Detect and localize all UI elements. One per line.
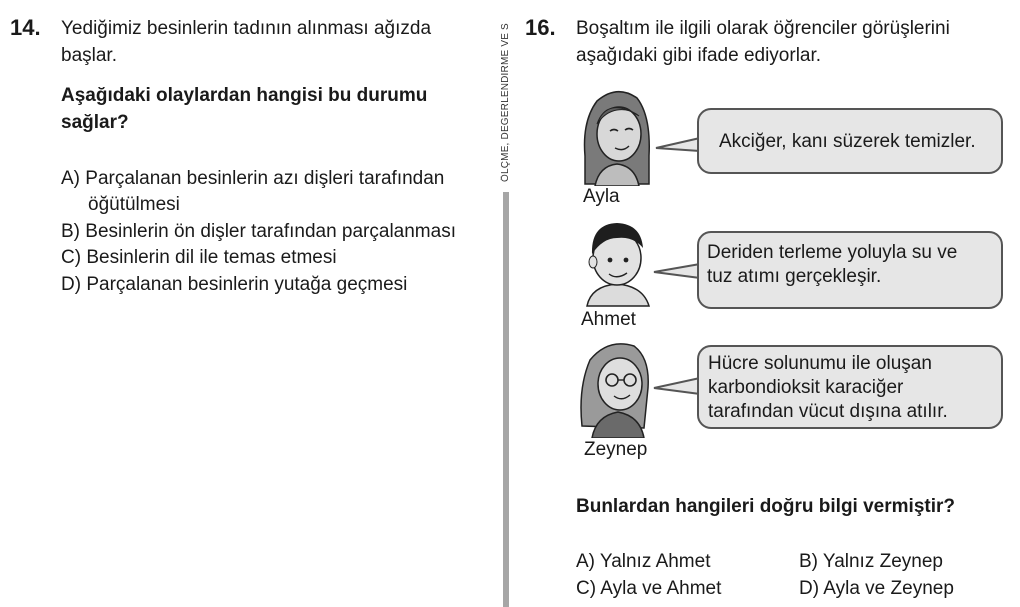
option-14-b[interactable]: B) Besinlerin ön dişler tarafından parçalanması [61,221,456,242]
question-16-intro-line2: aşağıdaki gibi ifade ediyorlar. [576,45,822,66]
option-14-d[interactable]: D) Parçalanan besinlerin yutağa geçmesi [61,274,408,295]
question-14-prompt-line2: sağlar? [61,112,129,133]
option-16-b[interactable]: B) Yalnız Zeynep [799,551,943,572]
question-16-number: 16. [525,15,556,40]
zeynep-portrait-icon [578,338,658,438]
student-name-ahmet: Ahmet [581,309,636,330]
question-14-intro-line1: Yediğimiz besinlerin tadının alınması ağızda [61,18,432,39]
speech-zeynep-line1: Hücre solunumu ile oluşan [708,353,932,374]
option-14-a-line1[interactable]: A) Parçalanan besinlerin azı dişleri tarafından [61,168,445,189]
speech-bubble-tail-ayla [654,136,702,154]
option-14-c[interactable]: C) Besinlerin dil ile temas etmesi [61,247,337,268]
speech-bubble-tail-ahmet [652,262,702,282]
question-14-number: 14. [10,15,41,40]
speech-zeynep-line2: karbondioksit karaciğer [708,377,904,398]
speech-ahmet-line1: Deriden terleme yoluyla su ve [707,242,958,263]
speech-bubble-ayla [697,108,1003,174]
divider-vertical-label: ÖLÇME, DEĞERLENDİRME VE S [500,23,511,182]
speech-bubble-ahmet [697,231,1003,309]
question-14-intro-line2: başlar. [61,45,117,66]
speech-bubble-zeynep [697,345,1003,429]
speech-bubble-tail-zeynep [652,376,702,398]
ayla-portrait-icon [577,86,657,186]
speech-zeynep-line3: tarafından vücut dışına atılır. [708,401,948,422]
speech-ayla-line1: Akciğer, kanı süzerek temizler. [719,131,976,152]
student-name-ayla: Ayla [583,186,620,207]
speech-ahmet-line2: tuz atımı gerçekleşir. [707,266,882,287]
option-16-d[interactable]: D) Ayla ve Zeynep [799,578,954,599]
question-16-prompt: Bunlardan hangileri doğru bilgi vermiştir? [576,496,955,517]
ahmet-portrait-icon [577,218,659,308]
option-16-a[interactable]: A) Yalnız Ahmet [576,551,711,572]
student-name-zeynep: Zeynep [584,439,648,460]
column-divider [503,192,509,607]
question-16-intro-line1: Boşaltım ile ilgili olarak öğrenciler görüşlerini [576,18,950,39]
question-14-prompt-line1: Aşağıdaki olaylardan hangisi bu durumu [61,85,428,106]
option-14-a-line2[interactable]: öğütülmesi [88,194,180,215]
option-16-c[interactable]: C) Ayla ve Ahmet [576,578,722,599]
